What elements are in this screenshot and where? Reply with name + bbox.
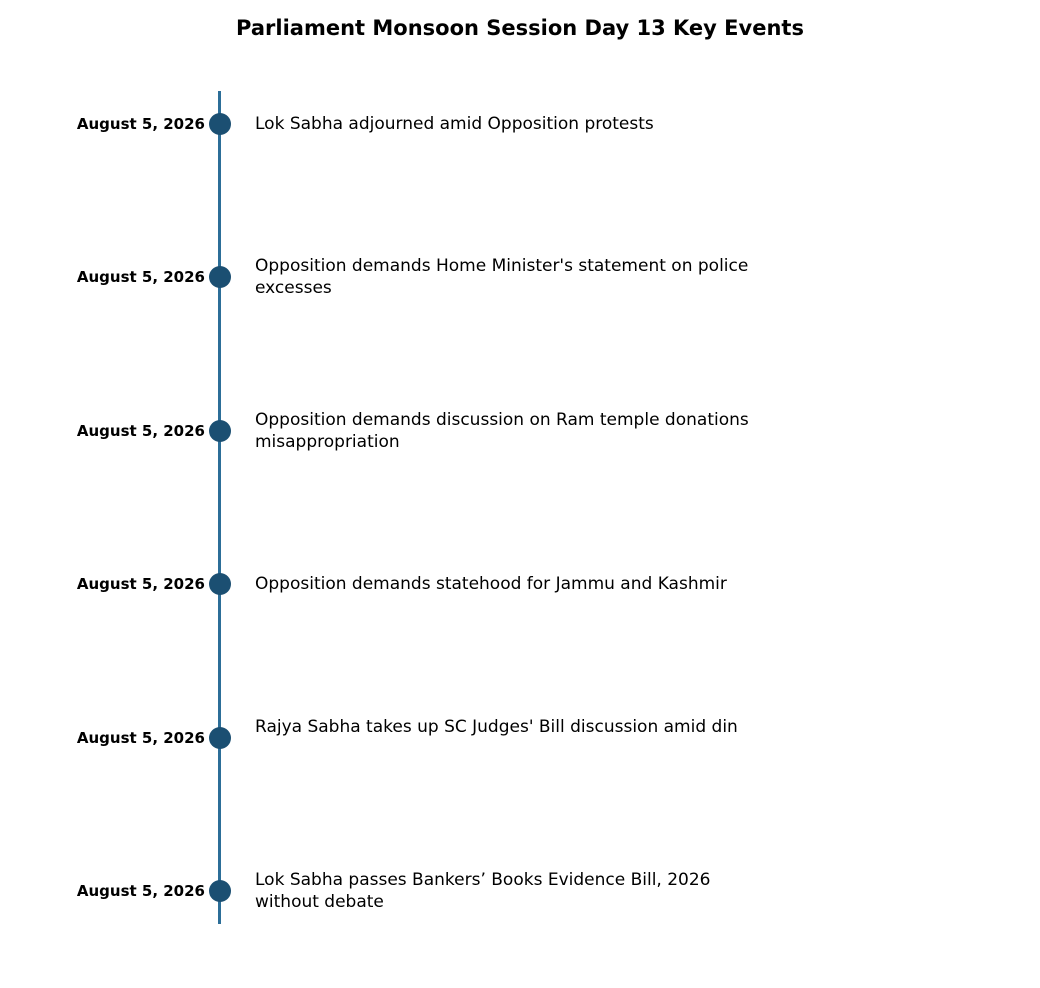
event-marker [209, 420, 231, 442]
timeline-axis-line [218, 91, 221, 924]
event-marker [209, 880, 231, 902]
event-description: Rajya Sabha takes up SC Judges' Bill discussion amid din [255, 717, 738, 737]
event-marker [209, 266, 231, 288]
event-date: August 5, 2026 [76, 729, 205, 747]
event-description: Opposition demands Home Minister's statement on police excesses [255, 256, 749, 298]
event-description: Lok Sabha passes Bankers’ Books Evidence Bill, 2026 without debate [255, 870, 711, 912]
event-date: August 5, 2026 [76, 422, 205, 440]
event-marker [209, 113, 231, 135]
event-description: Lok Sabha adjourned amid Opposition protests [255, 114, 654, 134]
event-date: August 5, 2026 [76, 115, 205, 133]
event-date: August 5, 2026 [76, 268, 205, 286]
timeline-title: Parliament Monsoon Session Day 13 Key Events [236, 16, 804, 40]
event-marker [209, 727, 231, 749]
event-date: August 5, 2026 [76, 882, 205, 900]
event-description: Opposition demands discussion on Ram temple donations misappropriation [255, 410, 749, 452]
event-marker [209, 573, 231, 595]
event-date: August 5, 2026 [76, 575, 205, 593]
event-description: Opposition demands statehood for Jammu and Kashmir [255, 574, 727, 594]
